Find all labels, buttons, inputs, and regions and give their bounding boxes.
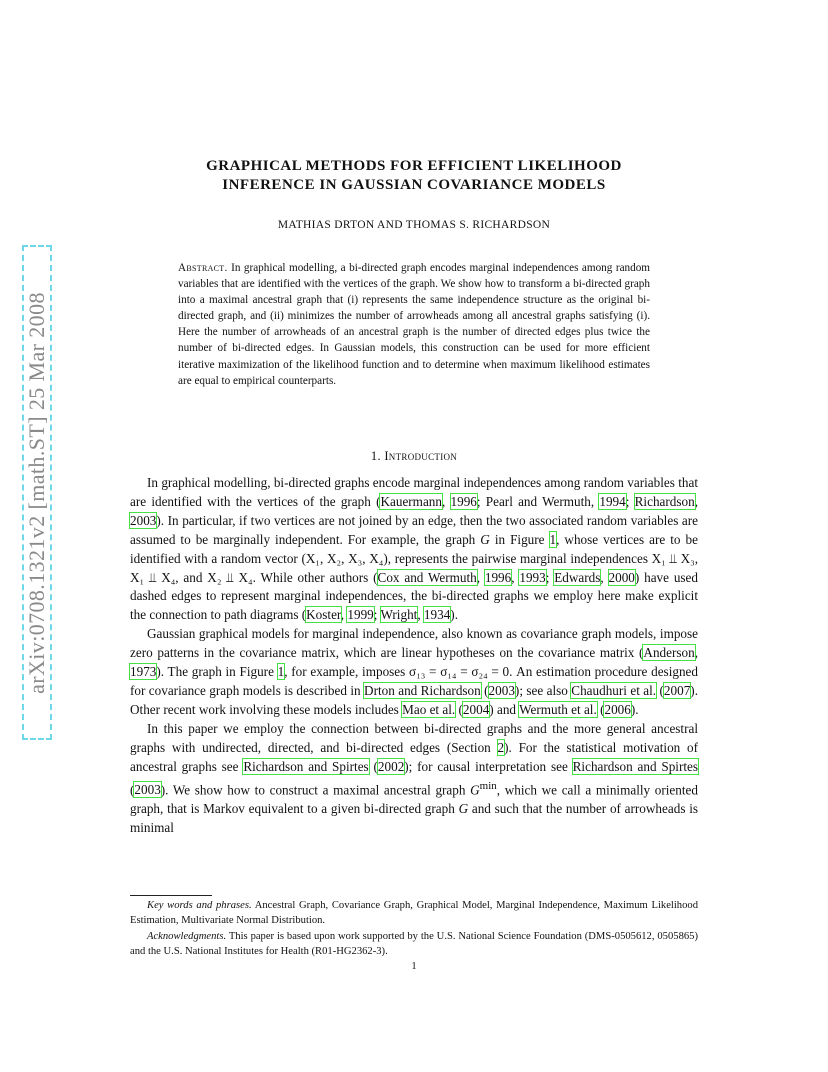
math-symbol: G	[480, 531, 490, 547]
text-run: ) and	[489, 701, 520, 717]
citation-link[interactable]: 2006	[604, 701, 631, 717]
text-run: ,	[441, 493, 451, 509]
paper-authors: MATHIAS DRTON AND THOMAS S. RICHARDSON	[277, 219, 551, 231]
text-run: ,	[694, 645, 698, 661]
text-run: ). We show how to construct a maximal ancestral graph	[160, 781, 471, 797]
citation-link[interactable]: 1993	[519, 569, 546, 585]
citation-link[interactable]: 2002	[377, 758, 405, 774]
abstract	[178, 260, 650, 389]
paper-title	[130, 157, 698, 195]
text-run: ;	[373, 607, 381, 623]
keywords-text: Ancestral Graph, Covariance Graph, Graphical Model, Marginal Independence, Maximum Likelihood Estimation, Multivariate Normal Distribution.	[130, 900, 698, 927]
citation-link[interactable]: 2003	[488, 682, 515, 698]
figure-link[interactable]: 1	[549, 531, 557, 547]
citation-link[interactable]: 1999	[347, 607, 374, 623]
keywords-label: Key words and phrases.	[147, 900, 252, 911]
section-link[interactable]: 2	[497, 739, 505, 755]
citation-link[interactable]: 1973	[130, 664, 157, 680]
citation-link[interactable]: Drton and Richardson	[364, 682, 481, 698]
paragraph-3	[130, 720, 698, 838]
citation-link[interactable]: Wermuth et al.	[519, 701, 597, 717]
text-run: ,	[694, 493, 698, 509]
arxiv-identifier-stamp	[22, 245, 52, 740]
text-run: ).	[450, 607, 458, 623]
text-run: ).	[630, 701, 639, 717]
text-run: in Figure	[489, 531, 550, 547]
text-run: ). Other recent work involving these models includes	[130, 682, 698, 717]
text-run: (	[480, 682, 489, 698]
citation-link[interactable]: 2004	[462, 701, 490, 717]
abstract-label: Abstract.	[178, 262, 228, 274]
citation-link[interactable]: 2000	[608, 569, 635, 585]
section-number: 1.	[370, 449, 381, 463]
citation-link[interactable]: 1994	[599, 493, 626, 509]
text-run: Gaussian graphical models for marginal independence, also known as covariance graph models, impose zero patterns in the covariance matrix, which are linear hypotheses on the covariance matrix (	[130, 626, 698, 661]
citation-link[interactable]: 1996	[450, 493, 477, 509]
text-run: ,	[476, 569, 485, 585]
text-run: ). For the statistical motivation of ancestral graphs see	[130, 739, 698, 774]
citation-link[interactable]: 1996	[484, 569, 512, 585]
citation-link[interactable]: Richardson and Spirtes	[243, 758, 369, 774]
citation-link[interactable]: 2007	[663, 682, 691, 698]
page-number: 1	[411, 961, 417, 972]
math-symbol: G	[470, 781, 480, 797]
citation-link[interactable]: Mao et al.	[402, 701, 456, 717]
citation-link[interactable]: Wright	[380, 607, 418, 623]
footnotes	[130, 898, 698, 960]
text-run: In this paper we employ the connection between bi-directed graphs and the more general ancestral graphs with undirected, directed, and bi-directed edges (Section	[130, 720, 698, 755]
citation-link[interactable]: Koster	[306, 607, 341, 623]
text-run: , for example, imposes σ₁₃ = σ₁₄ = σ₂₄ = 0. An estimation procedure designed for covariance graph models is described in	[130, 664, 698, 698]
text-run: ) have used dashed edges to represent marginal independences, the bi-directed graphs we employ here make explicit the connection to path diagrams (	[130, 569, 698, 623]
figure-link[interactable]: 1	[277, 664, 285, 680]
citation-link[interactable]: 1934	[423, 607, 451, 623]
text-run: and such that the number of arrowheads is minimal	[130, 800, 698, 835]
citation-link[interactable]: Cox and Wermuth	[377, 569, 477, 585]
text-run: ). The graph in Figure	[156, 664, 278, 680]
text-run: , which we call a minimally oriented graph, that is Markov equivalent to a given bi-directed graph	[130, 781, 698, 816]
text-run: ;	[545, 569, 555, 585]
citation-link[interactable]: Richardson	[634, 493, 695, 509]
keywords-footnote	[130, 898, 698, 929]
text-run: , whose vertices are to be identified with a random vector (X₁, X₂, X₃, X₄), represents the pairwise marginal independences X₁ ⫫ X₃, X₁ ⫫ X₄, and X₂ ⫫ X₄. While other authors (	[130, 531, 698, 585]
math-symbol: G	[458, 800, 469, 816]
text-run: (	[596, 701, 605, 717]
citation-link[interactable]: Kauermann	[380, 493, 442, 509]
text-run: (	[656, 682, 664, 698]
citation-link[interactable]: Anderson	[643, 645, 695, 661]
text-run: (	[368, 758, 378, 774]
acknowledgments-label: Acknowledgments.	[147, 930, 227, 942]
text-run: (	[130, 781, 135, 797]
math-superscript: min	[479, 779, 497, 792]
citation-link[interactable]: Chaudhuri et al.	[571, 682, 657, 698]
citation-link[interactable]: Edwards	[554, 569, 601, 585]
paper-title-line-1: GRAPHICAL METHODS FOR EFFICIENT LIKELIHOOD	[206, 158, 622, 174]
paper-title-line-2: INFERENCE IN GAUSSIAN COVARIANCE MODELS	[222, 177, 606, 193]
acknowledgments-footnote	[130, 929, 698, 960]
citation-link[interactable]: 2003	[134, 781, 161, 797]
text-run: ;	[625, 493, 635, 509]
abstract-text: In graphical modelling, a bi-directed graph encodes marginal independences among random variables that are identified with the vertices of the graph. We show how to transform a bi-directed graph into a maximal ancestral graph that (i) represents the same independence structure as the original bi-directed graph, and (ii) minimizes the number of arrowheads among all ancestral graphs satisfying (i). Here the number of arrowheads of an ancestral graph is the number of directed edges plus twice the number of bi-directed edges. In Gaussian models, this construction can be used for more efficient iterative maximization of the likelihood function and to determine when maximum likelihood estimates are equal to empirical counterparts.	[178, 262, 651, 387]
citation-link[interactable]: 2003	[130, 512, 157, 528]
section-title: Introduction	[384, 449, 458, 463]
citation-link[interactable]: Richardson and Spirtes	[572, 758, 698, 774]
paragraph-2	[130, 625, 698, 720]
section-heading	[130, 449, 698, 464]
text-run: ,	[600, 569, 609, 585]
acknowledgments-text: This paper is based upon work supported by the U.S. National Science Foundation (DMS-0505612, 0505865) and the U.S. National Institutes for Health (R01-HG2362-3).	[130, 930, 698, 958]
text-run: ); see also	[514, 682, 572, 698]
text-run: ). In particular, if two vertices are not joined by an edge, then the two associated random variables are assumed to be marginally independent. For example, the graph	[130, 512, 698, 547]
text-run: ,	[340, 607, 348, 623]
body-text	[130, 474, 698, 838]
text-run: ,	[417, 607, 424, 623]
arxiv-identifier-text: arXiv:0708.1321v2 [math.ST] 25 Mar 2008	[24, 291, 49, 694]
text-run: ; Pearl and Wermuth,	[476, 493, 600, 509]
text-run: In graphical modelling, bi-directed graphs encode marginal independences among random variables that are identified with the vertices of the graph (	[130, 475, 698, 509]
paragraph-1	[130, 474, 698, 625]
text-run: ); for causal interpretation see	[404, 758, 573, 774]
text-run: (	[455, 701, 463, 717]
footnote-rule	[130, 895, 212, 896]
text-run: ,	[511, 569, 520, 585]
